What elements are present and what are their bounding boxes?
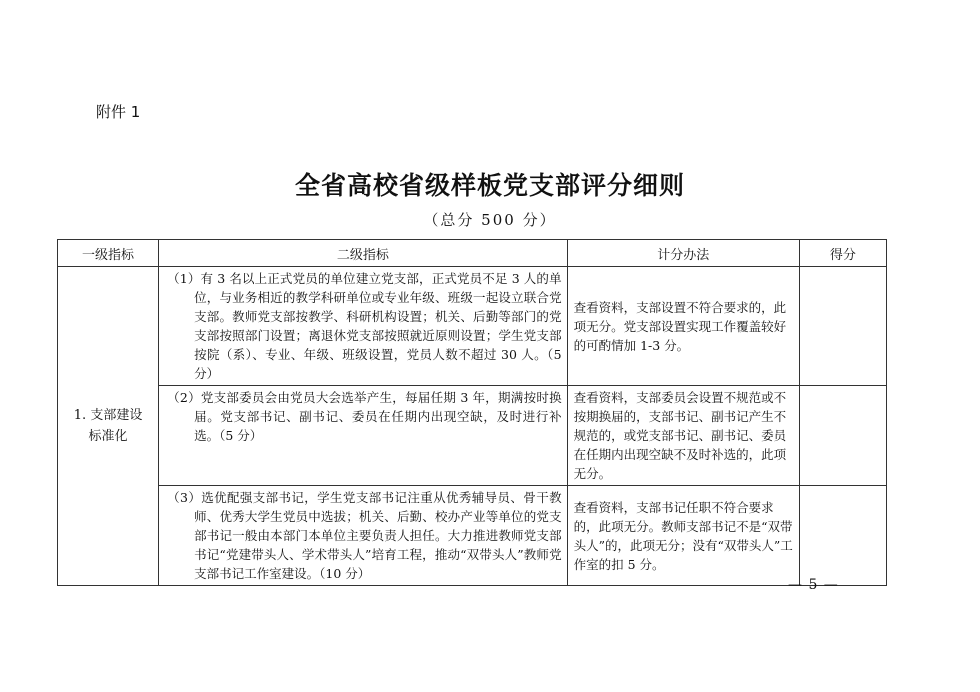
second-level-indicator — [159, 386, 567, 486]
scoring-method: 查看资料，支部书记任职不符合要求的，此项无分。教师支部书记不是“双带头人”的，此项无分；没有“双带头人”工作室的扣 5 分。 — [567, 486, 799, 586]
table-header-row — [58, 240, 887, 267]
indicator-text: （1）有 3 名以上正式党员的单位建立党支部，正式党员不足 3 人的单位，与业务相近的教学科研单位或专业年级、班级一起设立联合党支部。教师党支部按教学、科研机构设置；机关、后勤等部门的党支部按照部门设置；离退休党支部按照就近原则设置；学生党支部按院（系）、专业、年级、班级设置，党员人数不超过 30 人。（5 分） — [167, 271, 562, 381]
indicator-text: （3）选优配强支部书记，学生党支部书记注重从优秀辅导员、骨干教师、优秀大学生党员中选拔；机关、后勤、校办产业等单位的党支部书记一般由本部门本单位主要负责人担任。大力推进教师党支部书记“党建带头人、学术带头人”培育工程，推动“双带头人”教师党支部书记工作室建设。（10 分） — [167, 490, 562, 581]
table-row — [58, 486, 887, 586]
document-title: 全省高校省级样板党支部评分细则 — [294, 171, 685, 200]
scoring-method: 查看资料，支部委员会设置不规范或不按期换届的，支部书记、副书记产生不规范的，或党支部书记、副书记、委员在任期内出现空缺不及时补选的，此项无分。 — [567, 386, 799, 486]
second-level-indicator — [159, 486, 567, 586]
second-level-indicator — [159, 267, 567, 386]
table-row — [58, 267, 887, 386]
header-score: 得分 — [799, 240, 886, 267]
scoring-table — [57, 239, 887, 586]
header-scoring-method: 计分办法 — [567, 240, 799, 267]
scoring-method: 查看资料，支部设置不符合要求的，此项无分。党支部设置实现工作覆盖较好的可酌情加 1-3 分。 — [567, 267, 799, 386]
table-row — [58, 386, 887, 486]
header-second-level: 二级指标 — [159, 240, 567, 267]
page-number: — 5 — — [788, 577, 839, 593]
attachment-label: 附件 1 — [96, 103, 141, 121]
first-level-indicator: 1. 支部建设标准化 — [58, 267, 159, 586]
score-cell[interactable] — [799, 386, 886, 486]
score-cell[interactable] — [799, 486, 886, 586]
header-first-level: 一级指标 — [58, 240, 159, 267]
score-cell[interactable] — [799, 267, 886, 386]
document-subtitle: （总分 500 分） — [423, 211, 557, 229]
indicator-text: （2）党支部委员会由党员大会选举产生，每届任期 3 年，期满按时换届。党支部书记、副书记、委员在任期内出现空缺，及时进行补选。（5 分） — [167, 390, 562, 443]
